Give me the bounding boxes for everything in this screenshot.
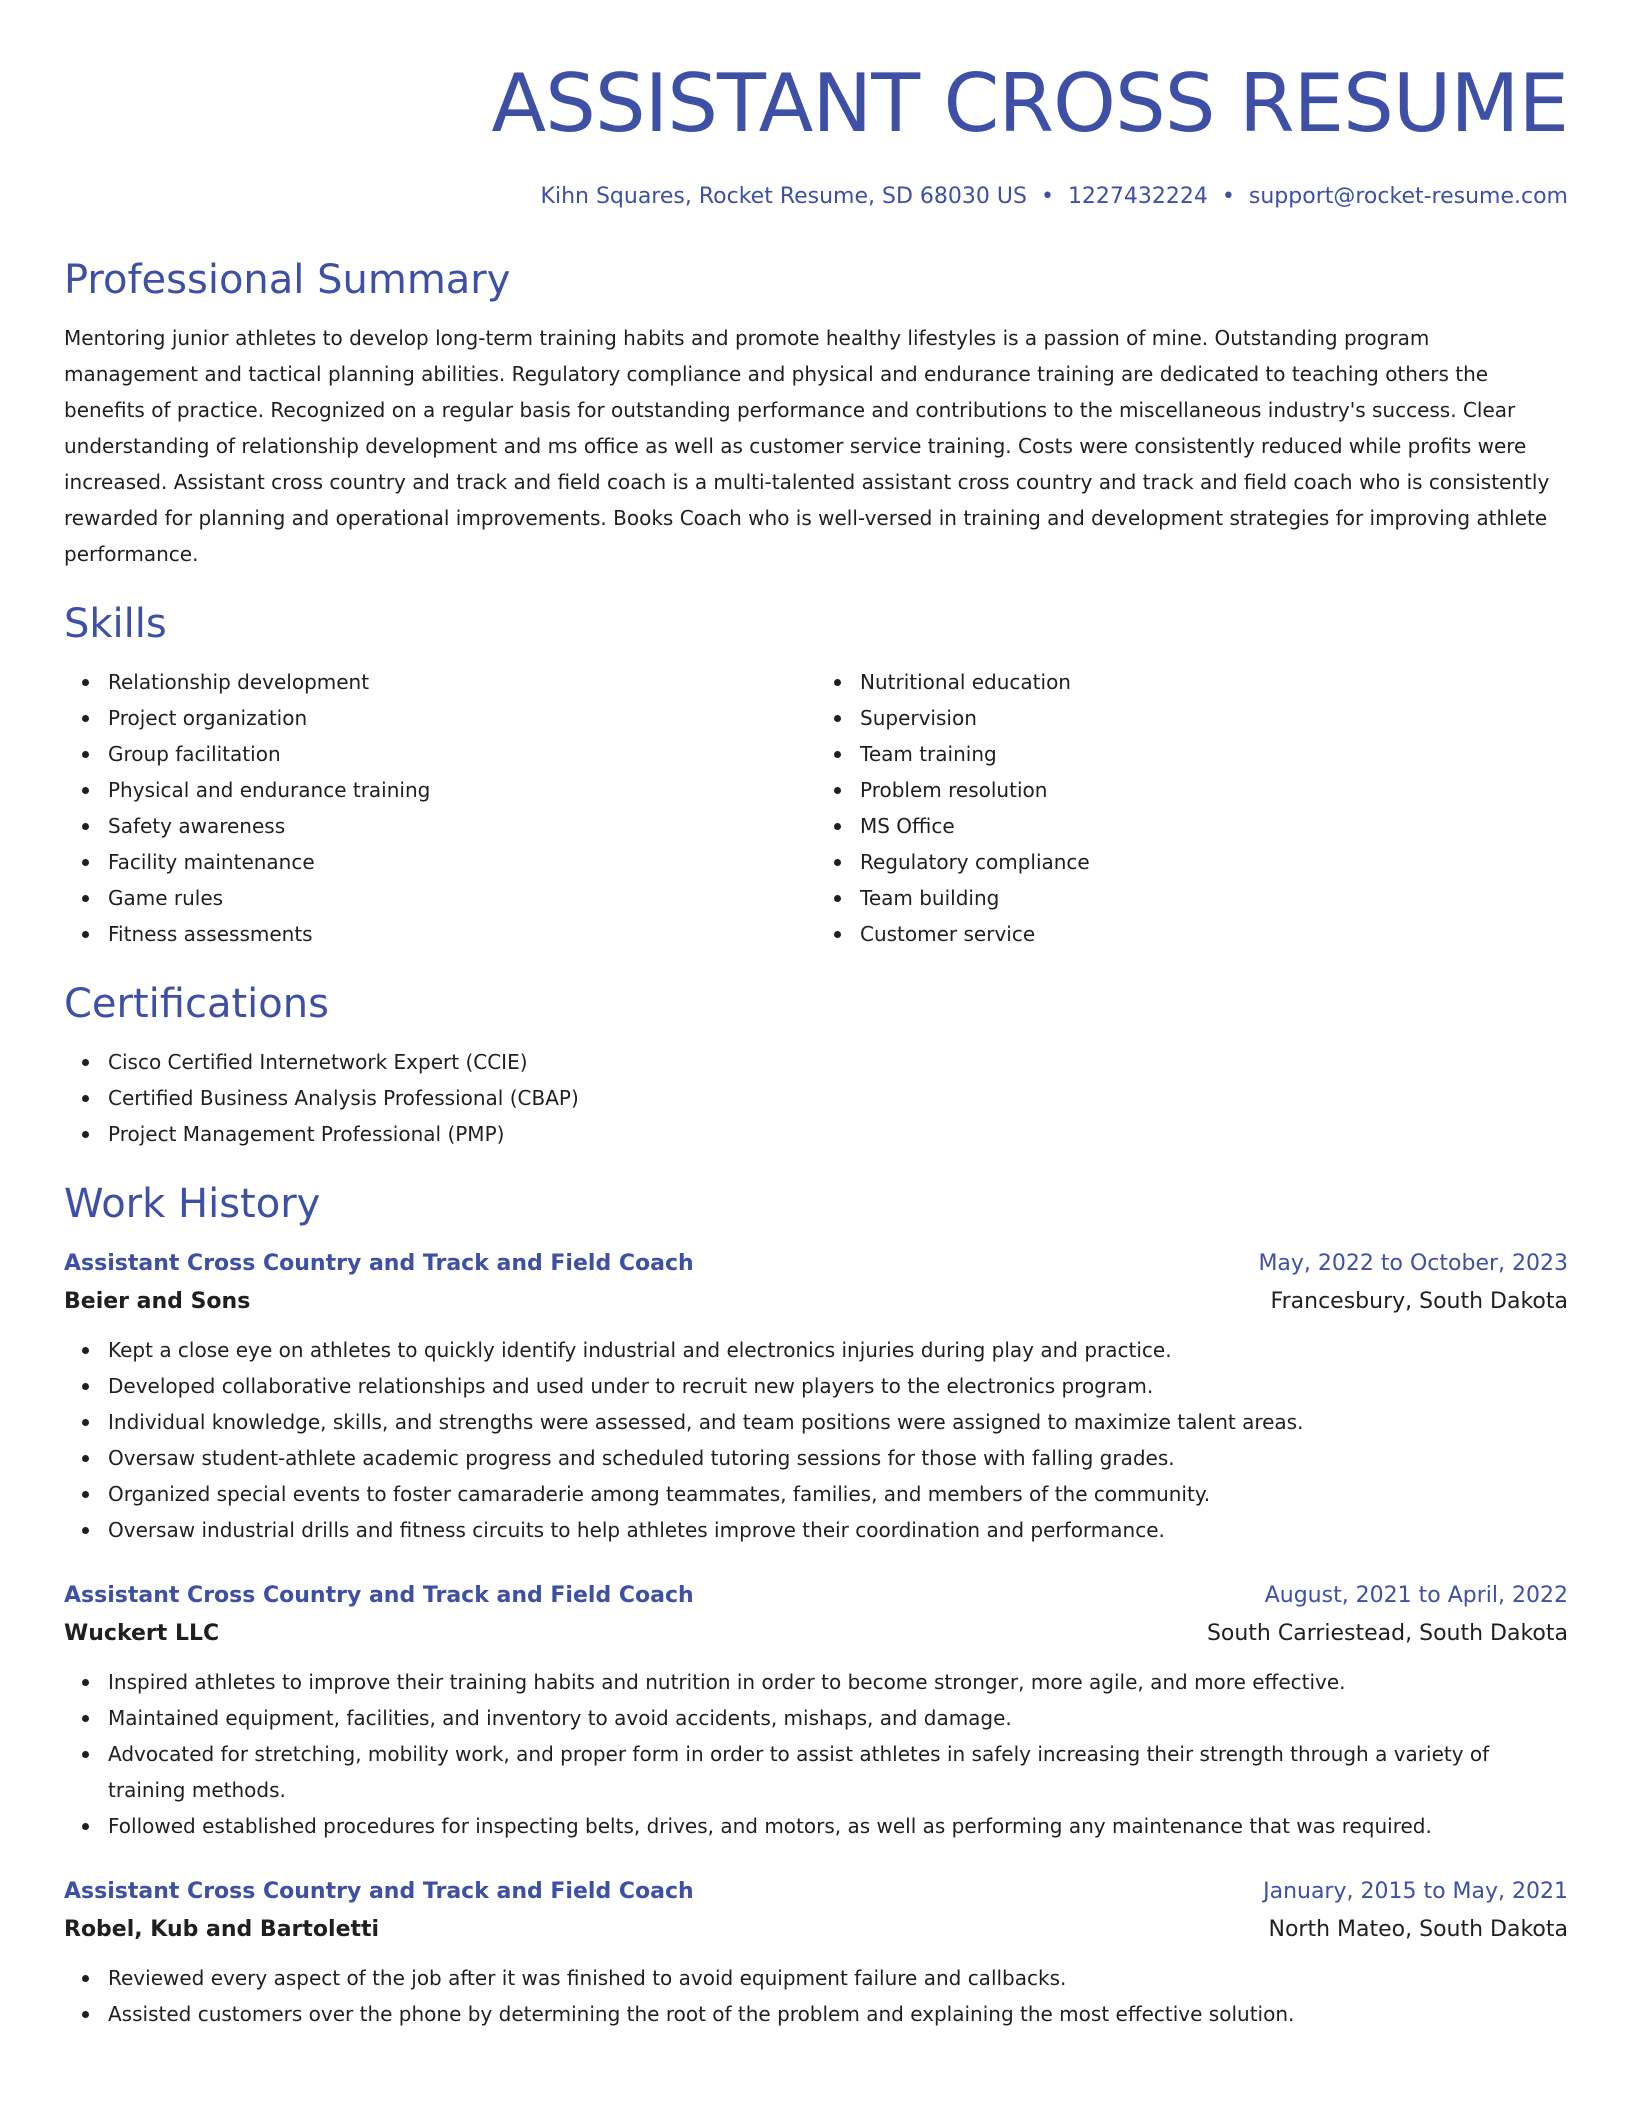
certification-item: Project Management Professional (PMP) (108, 1116, 1568, 1152)
contact-separator: • (1221, 184, 1235, 209)
job-bullet: Inspired athletes to improve their training habits and nutrition in order to become stronger, more agile, and more effective. (108, 1664, 1568, 1700)
job-bullets (64, 1664, 1568, 1844)
job-bullet: Maintained equipment, facilities, and inventory to avoid accidents, mishaps, and damage. (108, 1700, 1568, 1736)
job-bullet: Organized special events to foster camaraderie among teammates, families, and members of the community. (108, 1476, 1568, 1512)
certification-item: Cisco Certified Internetwork Expert (CCIE) (108, 1044, 1568, 1080)
job-bullet: Followed established procedures for inspecting belts, drives, and motors, as well as performing any maintenance that was required. (108, 1808, 1568, 1844)
skill-item: Supervision (860, 700, 1568, 736)
skill-item: Team training (860, 736, 1568, 772)
skills-section (64, 600, 1568, 952)
contact-email[interactable]: support@rocket-resume.com (1248, 184, 1568, 209)
job-title: Assistant Cross Country and Track and Field Coach (64, 1879, 694, 1904)
job-title: Assistant Cross Country and Track and Field Coach (64, 1251, 694, 1276)
skill-item: Physical and endurance training (108, 772, 816, 808)
skill-item: Fitness assessments (108, 916, 816, 952)
job-bullet: Oversaw industrial drills and fitness circuits to help athletes improve their coordination and performance. (108, 1512, 1568, 1548)
skill-item: Team building (860, 880, 1568, 916)
skills-list-right (816, 664, 1568, 952)
certifications-list (64, 1044, 1568, 1152)
job-bullets (64, 1960, 1568, 2032)
skill-item: Relationship development (108, 664, 816, 700)
job-company-row (64, 1910, 1568, 1950)
job-company: Beier and Sons (64, 1289, 251, 1314)
certification-item: Certified Business Analysis Professional (CBAP) (108, 1080, 1568, 1116)
job-bullet: Kept a close eye on athletes to quickly identify industrial and electronics injuries during play and practice. (108, 1332, 1568, 1368)
job-company-row (64, 1614, 1568, 1654)
job-bullet: Reviewed every aspect of the job after it was finished to avoid equipment failure and callbacks. (108, 1960, 1568, 1996)
job-header-row (64, 1246, 1568, 1282)
skills-grid (64, 664, 1568, 952)
job-location: South Carriestead, South Dakota (1206, 1621, 1568, 1646)
job-entry (64, 1246, 1568, 1548)
job-header-row (64, 1874, 1568, 1910)
skill-item: Project organization (108, 700, 816, 736)
skill-item: Regulatory compliance (860, 844, 1568, 880)
job-dates: January, 2015 to May, 2021 (1263, 1879, 1568, 1904)
job-company: Wuckert LLC (64, 1621, 220, 1646)
job-bullets (64, 1332, 1568, 1548)
contact-line (64, 182, 1568, 212)
job-bullet: Oversaw student-athlete academic progress and scheduled tutoring sessions for those with falling grades. (108, 1440, 1568, 1476)
job-bullet: Individual knowledge, skills, and strengths were assessed, and team positions were assigned to maximize talent areas. (108, 1404, 1568, 1440)
job-bullet: Assisted customers over the phone by determining the root of the problem and explaining the most effective solution. (108, 1996, 1568, 2032)
job-dates: May, 2022 to October, 2023 (1258, 1251, 1568, 1276)
section-title-certifications: Certifications (64, 981, 329, 1027)
section-title-work-history: Work History (64, 1181, 321, 1227)
job-location: North Mateo, South Dakota (1268, 1917, 1568, 1942)
resume-name: ASSISTANT CROSS RESUME (491, 57, 1568, 150)
job-company-row (64, 1282, 1568, 1322)
job-bullet: Developed collaborative relationships and used under to recruit new players to the electronics program. (108, 1368, 1568, 1404)
summary-text: Mentoring junior athletes to develop long-term training habits and promote healthy lifestyles is a passion of mine. Outstanding program management and tactical planning abilities. Regulatory compliance and physical and endurance training are dedicated to teaching others the benefits of practice. Recognized on a regular basis for outstanding performance and contributions to the miscellaneous industry's success. Clear understanding of relationship development and ms office as well as customer service training. Costs were consistently reduced while profits were increased. Assistant cross country and track and field coach is a multi-talented assistant cross country and track and field coach who is consistently rewarded for planning and operational improvements. Books Coach who is well-versed in training and development strategies for improving athlete performance. (64, 326, 1550, 566)
job-entry (64, 1578, 1568, 1844)
job-title: Assistant Cross Country and Track and Field Coach (64, 1583, 694, 1608)
job-location: Francesbury, South Dakota (1270, 1289, 1568, 1314)
job-company: Robel, Kub and Bartoletti (64, 1917, 380, 1942)
skill-item: Problem resolution (860, 772, 1568, 808)
skills-list-left (64, 664, 816, 952)
section-title-skills: Skills (64, 601, 167, 647)
work-history-section (64, 1180, 1568, 2032)
skill-item: Group facilitation (108, 736, 816, 772)
skill-item: Customer service (860, 916, 1568, 952)
skill-item: Game rules (108, 880, 816, 916)
skill-item: Facility maintenance (108, 844, 816, 880)
job-bullet: Advocated for stretching, mobility work, and proper form in order to assist athletes in safely increasing their strength through a variety of training methods. (108, 1736, 1568, 1808)
skill-item: MS Office (860, 808, 1568, 844)
section-title-summary: Professional Summary (64, 257, 511, 303)
contact-address: Kihn Squares, Rocket Resume, SD 68030 US (540, 184, 1027, 209)
certifications-section (64, 980, 1568, 1152)
job-header-row (64, 1578, 1568, 1614)
professional-summary-section (64, 256, 1568, 572)
contact-phone: 1227432224 (1067, 184, 1208, 209)
job-dates: August, 2021 to April, 2022 (1264, 1583, 1568, 1608)
job-entry (64, 1874, 1568, 2032)
skill-item: Safety awareness (108, 808, 816, 844)
contact-separator: • (1040, 184, 1054, 209)
resume-page (64, 0, 1568, 2032)
skill-item: Nutritional education (860, 664, 1568, 700)
